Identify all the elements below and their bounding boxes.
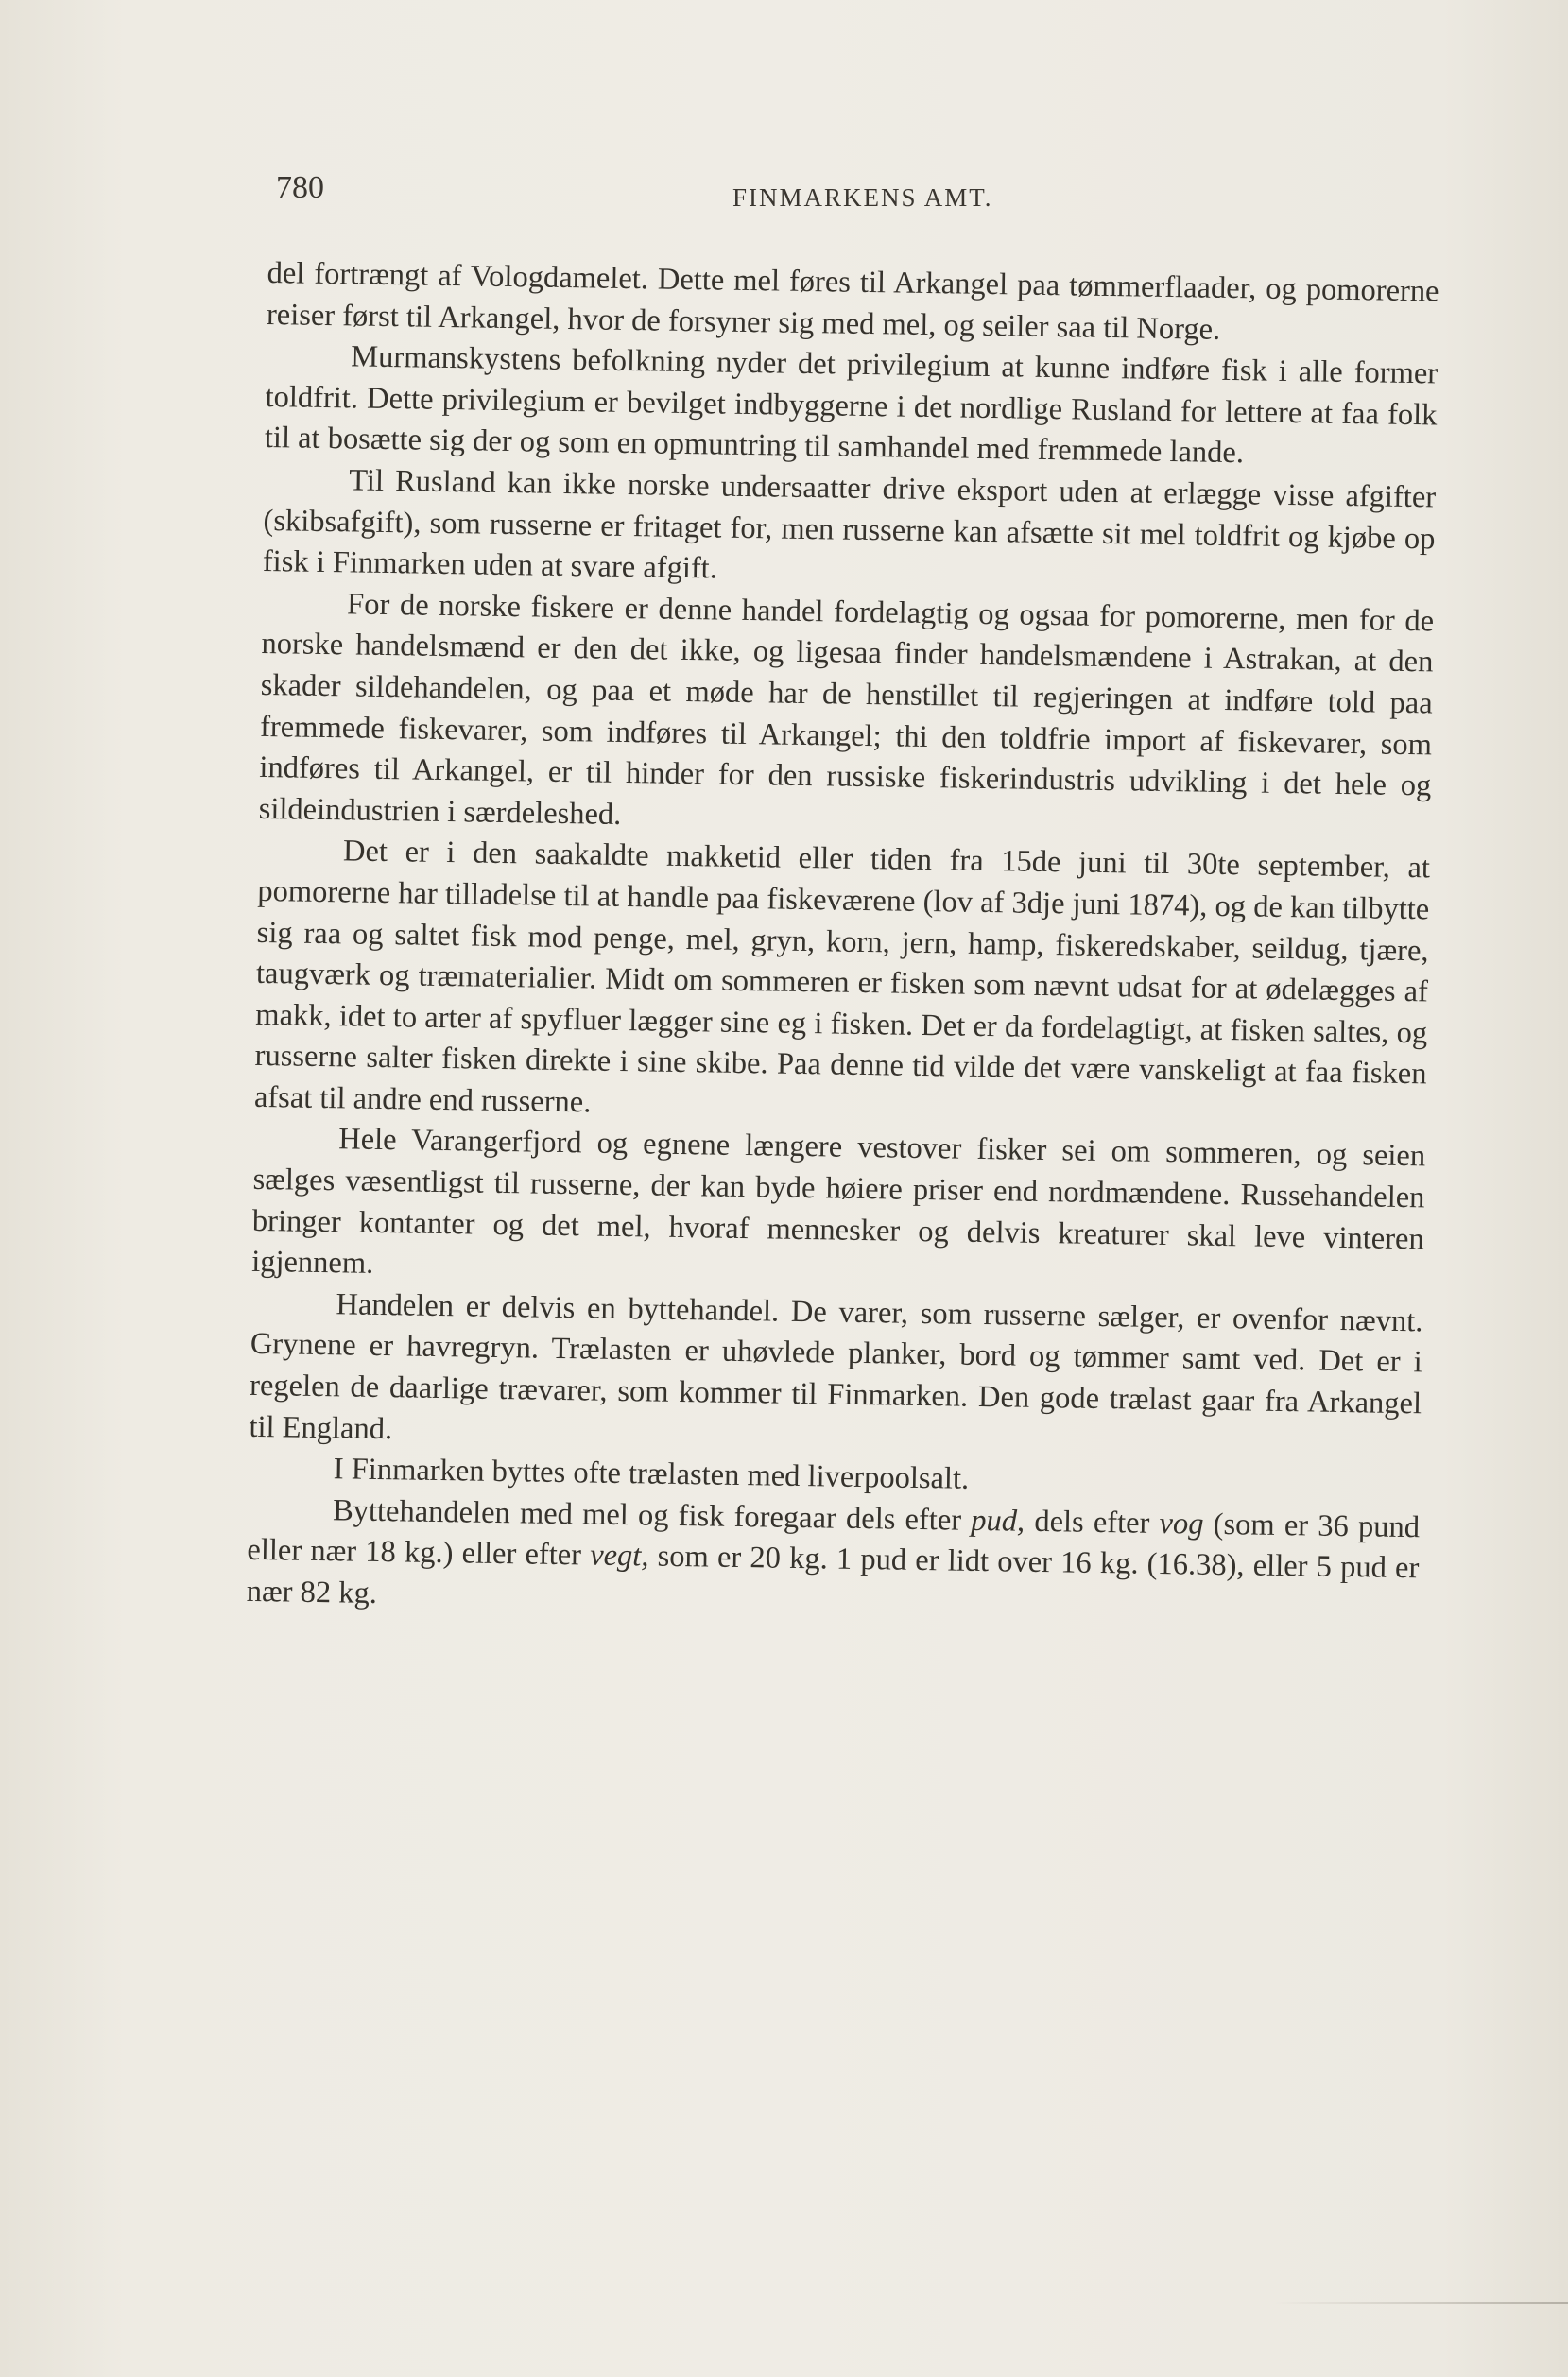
paragraph: For de norske fiskere er denne handel fordelagtig og ogsaa for pomorerne, men for de norske handelsmænd er den det ikke, og ligesaa finder handelsmændene i Astrakan, at den skader sildehandelen, og paa et møde har de henstillet til regjeringen at indføre told paa fremmede fiskevarer, som indføres til Arkangel; thi den toldfrie import af fiskevarer, som indføres til Arkangel, er til hinder for den russiske fiskerindustris udvikling i det hele og sildeindustrien i særdeleshed. — [258, 587, 1435, 832]
paragraph — [246, 1490, 1420, 1631]
paragraph: Til Rusland kan ikke norske undersaatter drive eksport uden at erlægge visse afgifter (skibsafgift), som russerne er fritaget for, men russerne kan afsætte sit mel toldfrit og kjøbe op fisk i Finmarken uden at svare afgift. — [262, 463, 1437, 586]
italic-term-vog: vog — [1159, 1506, 1204, 1542]
italic-term-vegt: vegt, — [589, 1538, 649, 1574]
paragraph: Murmanskystens befolkning nyder det privilegium at kunne indføre fisk i alle former toldfrit. Dette privilegium er bevilget indbyggerne i det nordlige Rusland for lettere at faa folk til at bosætte sig der og som en opmuntring til samhandel med fremmede lande. — [264, 339, 1439, 471]
page-header — [265, 170, 1427, 217]
body-text — [246, 253, 1439, 1631]
page-number: 780 — [276, 170, 324, 205]
paragraph: I Finmarken byttes ofte trælasten med liverpoolsalt. — [333, 1452, 970, 1497]
text-run: dels efter — [1024, 1504, 1160, 1541]
text-run: som er 20 kg. 1 pud er lidt over 16 kg. (16.38), eller 5 pud er nær 82 kg. — [246, 1539, 1420, 1611]
text-run: (som er 36 pund eller nær 18 kg.) eller efter — [247, 1507, 1421, 1573]
paragraph: del fortrængt af Vologdamelet. Dette mel føres til Arkangel paa tømmerflaader, og pomorerne reiser først til Arkangel, hvor de forsyner sig med mel, og seiler saa til Norge. — [266, 255, 1439, 347]
scan-edge-line — [1275, 2302, 1568, 2304]
paragraph: Det er i den saakaldte makketid eller tiden fra 15de juni til 30te september, at pomorerne har tilladelse til at handle paa fiskeværene (lov af 3dje juni 1874), og de kan tilbytte sig raa og saltet fisk mod penge, mel, gryn, korn, jern, hamp, fiskeredskaber, seildug, tjære, taugværk og træmaterialier. Midt om sommeren er fisken som nævnt udsat for at ødelægges af makk, idet to arter af spyfluer lægger sine eg i fisken. Det er da fordelagtigt, at fisken saltes, og russerne salter fisken direkte i sine skibe. Paa denne tid vilde det være vanskeligt at faa fisken afsat til andre end russerne. — [253, 834, 1431, 1120]
paragraph: Hele Varangerfjord og egnene længere vestover fisker sei om sommeren, og seien sælges væsentligst til russerne, der kan byde høiere priser end nordmændene. Russehandelen bringer kontanter og det mel, hvoraf mennesker og delvis kreaturer skal leve vinteren igjennem. — [250, 1122, 1426, 1282]
running-head: FINMARKENS AMT. — [732, 183, 993, 212]
italic-term-pud: pud, — [971, 1503, 1025, 1539]
text-run: Byttehandelen med mel og fisk foregaar dels efter — [332, 1493, 972, 1538]
paragraph: Handelen er delvis en byttehandel. De varer, som russerne sælger, er ovenfor nævnt. Grynene er havregryn. Trælasten er uhøvlede planker, bord og tømmer samt ved. Det er i regelen de daarlige trævarer, som kommer til Finmarken. Den gode trælast gaar fra Arkangel til England. — [249, 1287, 1423, 1446]
